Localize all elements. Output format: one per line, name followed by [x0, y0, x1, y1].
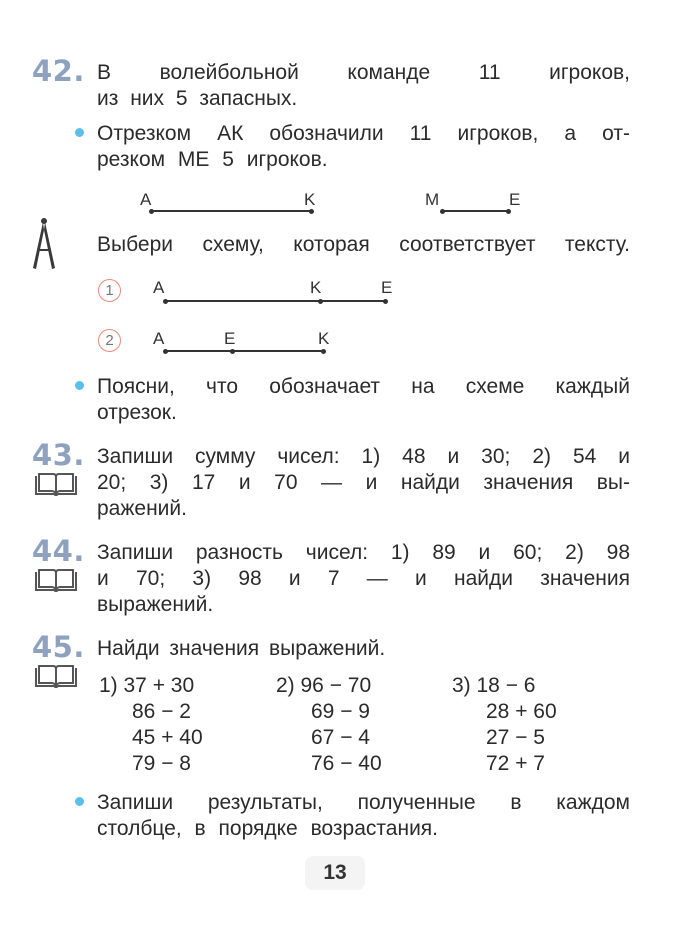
scheme-2-dot-k	[321, 349, 326, 354]
scheme-2-dot-a	[163, 349, 168, 354]
segment-me	[442, 210, 508, 212]
exercise-42-bullet2-line-2: отрезок.	[97, 401, 177, 424]
exercise-42-line-1: В волейбольной команде 11 игроков,	[97, 61, 630, 84]
expression-2-4: 76 − 40	[311, 752, 382, 775]
label-k: K	[304, 190, 316, 209]
expression-3-3: 27 − 5	[486, 726, 545, 749]
segment-ak-end	[309, 209, 314, 214]
exercise-43-line-2: 20; 3) 17 и 70 — и найди значения вы-	[97, 471, 630, 494]
label-e: E	[509, 190, 521, 209]
exercise-42-bullet1-line-2: резком МЕ 5 игроков.	[97, 148, 328, 171]
exercise-42-line-2: из них 5 запасных.	[97, 87, 298, 110]
open-book-icon	[34, 568, 78, 594]
open-book-icon	[34, 472, 78, 498]
expression-3-1: 3) 18 − 6	[452, 674, 536, 697]
bullet-dot-icon	[75, 128, 84, 137]
label-m: M	[425, 190, 440, 209]
expression-3-4: 72 + 7	[486, 752, 545, 775]
open-book-icon	[34, 664, 78, 690]
expression-1-2: 86 − 2	[132, 700, 191, 723]
segment-me-start	[440, 209, 445, 214]
exercise-43-line-3: ражений.	[97, 497, 187, 520]
scheme-2-label-e: E	[224, 329, 236, 348]
exercise-number-45: 45.	[32, 630, 85, 664]
exercise-44-line-3: выражений.	[97, 593, 214, 616]
expression-2-3: 67 − 4	[311, 726, 370, 749]
expression-1-1: 1) 37 + 30	[99, 674, 195, 697]
page-number: 13	[305, 856, 365, 890]
scheme-2-label-k: K	[318, 329, 330, 348]
scheme-1-dot-k	[318, 299, 323, 304]
exercise-43-line-1: Запиши сумму чисел: 1) 48 и 30; 2) 54 и	[97, 445, 630, 468]
exercise-number-44: 44.	[32, 534, 85, 568]
scheme-2-line	[165, 350, 323, 352]
expression-1-3: 45 + 40	[132, 726, 203, 749]
exercise-44-line-1: Запиши разность чисел: 1) 89 и 60; 2) 98	[97, 541, 630, 564]
compass-icon	[30, 216, 58, 272]
exercise-42-choose-text: Выбери схему, которая соответствует тексту.	[97, 233, 630, 256]
exercise-45-bullet-line-1: Запиши результаты, полученные в каждом	[97, 791, 630, 814]
expression-3-2: 28 + 60	[486, 700, 557, 723]
segment-ak	[151, 210, 311, 212]
label-a: A	[140, 190, 152, 209]
scheme-2-number: 2	[98, 329, 121, 352]
expression-1-4: 79 − 8	[132, 752, 191, 775]
expression-2-2: 69 − 9	[311, 700, 370, 723]
bullet-dot-icon	[75, 381, 84, 390]
scheme-1-line	[165, 300, 385, 302]
scheme-2-dot-e	[230, 349, 235, 354]
scheme-2-label-a: A	[153, 329, 165, 348]
exercise-44-line-2: и 70; 3) 98 и 7 — и найди значения	[97, 567, 630, 590]
exercise-42-bullet2-line-1: Поясни, что обозначает на схеме каждый	[97, 375, 630, 398]
exercise-number-42: 42.	[32, 54, 85, 88]
scheme-1-label-e: E	[381, 278, 393, 297]
expression-2-1: 2) 96 − 70	[276, 674, 372, 697]
exercise-42-bullet1-line-1: Отрезком АК обозначили 11 игроков, а от-	[97, 122, 630, 145]
scheme-1-dot-a	[163, 299, 168, 304]
scheme-1-dot-e	[383, 299, 388, 304]
scheme-1-label-a: A	[153, 278, 165, 297]
exercise-number-43: 43.	[32, 438, 85, 472]
bullet-dot-icon	[75, 797, 84, 806]
scheme-1-number: 1	[98, 279, 121, 302]
segment-ak-start	[149, 209, 154, 214]
exercise-45-bullet-line-2: столбце, в порядке возрастания.	[97, 817, 439, 840]
segment-me-end	[506, 209, 511, 214]
scheme-1-label-k: K	[310, 278, 322, 297]
exercise-45-text: Найди значения выражений.	[97, 637, 386, 660]
